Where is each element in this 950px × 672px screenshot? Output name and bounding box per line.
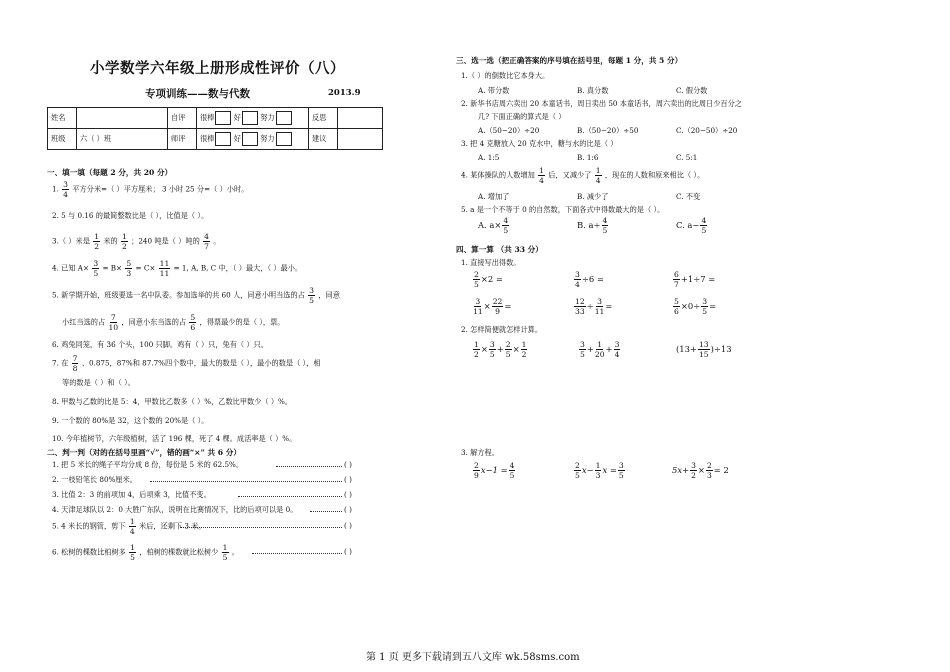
fraction: $\frac{3}{5}$ — [489, 340, 495, 359]
fraction: $\frac{7}{10}$ — [108, 313, 119, 332]
dotted-leader — [238, 496, 342, 497]
fraction: $\frac{2}{5}$ — [474, 270, 479, 289]
option-effort: 努力 — [260, 113, 275, 122]
s2-question-6: 6. 松树的棵数比柏树多 $\frac{1}{5}$ ，柏树的棵数就比松树少 $\frac{1}{5}$ 。 — [52, 543, 239, 562]
fraction: $\frac{3}{5}$ — [309, 286, 315, 305]
name-field[interactable] — [77, 108, 168, 129]
s3-q3-option-b[interactable]: B. 1:6 — [577, 153, 599, 162]
class-field[interactable]: 六（ ）班 — [77, 129, 168, 150]
fraction: $\frac{3}{5}$ — [580, 340, 585, 359]
s3-q1-option-c[interactable]: C. 假分数 — [676, 86, 708, 95]
option-good: 好 — [233, 113, 241, 122]
s3-question-2-line2: 几? 下面正确的算式是（ ） — [478, 112, 566, 121]
fraction: $\frac{5}{6}$ — [190, 313, 196, 332]
fraction: $\frac{2}{5}$ — [505, 340, 511, 359]
fraction: $\frac{1}{2}$ — [474, 340, 479, 359]
s3-question-4: 4. 某体操队的人数增加 $\frac{1}{4}$ 后，又减少了 $\frac{1}{4}$ ，现在的人数和原来相比（ ）。 — [461, 166, 705, 185]
dotted-leader — [252, 553, 342, 554]
s1-question-5-line1: 5. 新学期开始，班级要选一名中队委。参加选举的共 60 人，同意小明当选的占 $\frac{3}{5}$ ，同意 — [52, 286, 340, 305]
s4-sub-1: 1. 直接写出得数。 — [461, 258, 521, 267]
fraction: $\frac{2}{3}$ — [706, 461, 712, 480]
suggestion-field[interactable] — [338, 129, 383, 150]
date: 2013.9 — [328, 88, 361, 98]
s4-row3-item-3: (13+ $\frac{13}{15}$ )÷13 — [676, 340, 732, 359]
s1-question-9: 9. 一个数的 80%是 32，这个数的 20%是（ ）。 — [52, 416, 209, 425]
reflection-field[interactable] — [338, 108, 383, 129]
s1-question-7-line2: 等的数是（ ）和（ ）。 — [62, 378, 135, 387]
s1-question-6: 6. 鸡兔同笼，有 36 个头，100 只脚。鸡有（ ）只，兔有（ ）只。 — [52, 340, 268, 349]
fraction: $\frac{1}{2}$ — [122, 232, 127, 251]
s3-q2-option-a[interactable]: A.（50−20）÷20 — [478, 126, 540, 135]
fraction: $\frac{22}{9}$ — [492, 297, 503, 316]
dotted-leader — [310, 511, 342, 512]
option-great: 很棒 — [200, 113, 215, 122]
fraction: $\frac{3}{11}$ — [473, 297, 483, 316]
s4-sub-3: 3. 解方程。 — [461, 448, 499, 457]
s3-q1-option-a[interactable]: A. 带分数 — [478, 86, 510, 95]
s2-question-5: 5. 4 米长的钢管，剪下 $\frac{1}{4}$ 米后，还剩下 3 米。 — [52, 517, 206, 536]
answer-bracket[interactable]: ( ) — [344, 460, 352, 469]
checkbox-effort[interactable] — [276, 111, 292, 125]
name-label: 姓名 — [48, 108, 77, 129]
s4-equation-2: $\frac{2}{5}$ x− $\frac{1}{3}$ x = $\frac{3}{5}$ — [575, 461, 624, 480]
table-row — [48, 108, 383, 129]
checkbox-good[interactable] — [242, 111, 258, 125]
fraction: $\frac{1}{4}$ — [129, 517, 135, 536]
fraction: $\frac{4}{5}$ — [509, 461, 515, 480]
option-effort: 努力 — [260, 134, 275, 143]
s4-row2-item-1: $\frac{3}{11}$ × $\frac{22}{9}$ = — [473, 297, 512, 316]
fraction: $\frac{3}{11}$ — [594, 297, 605, 316]
self-eval-label: 自评 — [168, 108, 197, 129]
s3-q4-option-c[interactable]: C. 不变 — [676, 192, 701, 201]
teacher-eval-label: 师评 — [168, 129, 197, 150]
s3-question-5: 5. a 是一个不等于 0 的自然数，下面各式中得数最大的是（ ）。 — [461, 205, 665, 214]
checkbox-great[interactable] — [215, 132, 231, 146]
answer-bracket[interactable]: ( ) — [344, 547, 352, 556]
s3-q2-option-c[interactable]: C.（20−50）÷20 — [676, 126, 738, 135]
fraction: $\frac{2}{5}$ — [575, 461, 580, 480]
reflection-label: 反思 — [309, 108, 338, 129]
s3-q4-option-b[interactable]: B. 减少了 — [577, 192, 609, 201]
fraction: $\frac{1}{3}$ — [595, 461, 601, 480]
fraction: $\frac{4}{5}$ — [701, 216, 707, 235]
fraction: $\frac{6}{7}$ — [674, 270, 679, 289]
fraction: $\frac{4}{5}$ — [602, 216, 608, 235]
page-footer: 第 1 页 更多下载请到五八文库 wk.58sms.com — [366, 652, 580, 663]
section3-heading: 三、选一选（把正确答案的序号填在括号里，每题 1 分，共 5 分） — [456, 56, 683, 65]
fraction: $\frac{1}{2}$ — [94, 232, 100, 251]
checkbox-good[interactable] — [242, 132, 258, 146]
fraction: $\frac{1}{5}$ — [222, 543, 228, 562]
suggestion-label: 建议 — [309, 129, 338, 150]
fraction: $\frac{12}{33}$ — [575, 297, 585, 316]
s3-q2-option-b[interactable]: B.（50−20）÷50 — [577, 126, 639, 135]
checkbox-effort[interactable] — [276, 132, 292, 146]
page-subtitle: 专项训练——数与代数 — [145, 88, 250, 100]
answer-bracket[interactable]: ( ) — [344, 521, 352, 530]
s3-question-2-line1: 2. 新华书店周六卖出 20 本童话书，周日卖出 50 本童话书，周六卖出的比周日少百分之 — [461, 99, 742, 108]
dotted-leader — [150, 481, 342, 482]
s2-question-1: 1. 把 5 米长的绳子平均分成 8 份，每份是 5 米的 62.5%。 — [52, 460, 244, 469]
fraction: $\frac{3}{4}$ — [575, 270, 580, 289]
fraction: $\frac{3}{5}$ — [618, 461, 624, 480]
answer-bracket[interactable]: ( ) — [344, 475, 352, 484]
fraction: $\frac{11}{11}$ — [159, 259, 170, 278]
s3-q3-option-c[interactable]: C. 5:1 — [676, 153, 698, 162]
section2-heading: 二、判一判（对的在括号里画“√”，错的画“×” 共 6 分） — [47, 448, 241, 457]
dotted-leader — [276, 466, 342, 467]
s3-q1-option-b[interactable]: B. 真分数 — [577, 86, 609, 95]
option-good: 好 — [233, 134, 241, 143]
s3-q3-option-a[interactable]: A. 1:5 — [478, 153, 500, 162]
fraction: $\frac{3}{2}$ — [691, 461, 696, 480]
fraction: $\frac{13}{15}$ — [698, 340, 709, 359]
section1-heading: 一、填一填（每题 2 分，共 20 分） — [47, 168, 173, 177]
fraction: $\frac{1}{20}$ — [594, 340, 605, 359]
s4-equation-3: 5x+ $\frac{3}{2}$ × $\frac{2}{3}$ = 2 — [672, 461, 729, 480]
s4-row3-item-1: $\frac{1}{2}$ × $\frac{3}{5}$ + $\frac{2}{5}$ × $\frac{1}{2}$ — [474, 340, 527, 359]
s3-question-3: 3. 把 4 克糖放入 20 克水中，糖与水的比是（ ） — [461, 139, 618, 148]
teacher-eval-options — [197, 129, 309, 150]
s4-row1-item-3: $\frac{6}{7}$ +1÷7 = — [674, 270, 716, 289]
s3-question-1: 1.（ ）的倒数比它本身大。 — [461, 71, 550, 80]
s1-question-2: 2. 5 与 0.16 的最简整数比是（ ），比值是（ ）。 — [52, 211, 209, 220]
s4-row1-item-1: $\frac{2}{5}$ ×2 = — [474, 270, 503, 289]
fraction: $\frac{4}{7}$ — [204, 232, 209, 251]
s1-question-10: 10. 今年植树节，六年级植树，活了 196 棵，死了 4 棵。成活率是（ ）%。 — [52, 434, 297, 443]
fraction: $\frac{5}{6}$ — [674, 297, 679, 316]
s2-question-4: 4. 天津足球队以 2：0 大胜广东队，说明在比赛情况下，比的后项可以是 0。 — [52, 505, 298, 514]
s3-q5-option-c[interactable]: C. a− $\frac{4}{5}$ — [676, 216, 707, 235]
s1-question-8: 8. 甲数与乙数的比是 5：4，甲数比乙数多（ ）%，乙数比甲数少（ ）%。 — [52, 397, 293, 406]
s3-q4-option-a[interactable]: A. 增加了 — [478, 192, 510, 201]
class-label: 班级 — [48, 129, 77, 150]
fraction: $\frac{4}{5}$ — [503, 216, 509, 235]
s1-question-1: 1. $\frac{3}{4}$ 平方分米=（ ）平方厘米； 3 小时 25 分=（ ）小时。 — [52, 180, 249, 199]
s4-row2-item-2: $\frac{12}{33}$ ÷ $\frac{3}{11}$ = — [575, 297, 613, 316]
fraction: $\frac{7}{8}$ — [72, 354, 78, 373]
s4-equation-1: $\frac{2}{9}$ x−1 = $\frac{4}{5}$ — [474, 461, 515, 480]
s4-row2-item-3: $\frac{5}{6}$ ×0÷ $\frac{3}{5}$ = — [674, 297, 717, 316]
s1-question-4: 4. 已知 A× $\frac{3}{5}$ = B× $\frac{5}{3}$ = C× $\frac{11}{11}$ = 1, A, B, C 中，（ ）最大，（ ）最小。 — [52, 259, 303, 278]
table-row — [48, 129, 383, 150]
fraction: $\frac{3}{4}$ — [63, 180, 68, 199]
s4-row3-item-2: $\frac{3}{5}$ + $\frac{1}{20}$ + $\frac{3}{4}$ — [580, 340, 620, 359]
checkbox-great[interactable] — [215, 111, 231, 125]
option-great: 很棒 — [200, 134, 215, 143]
fraction: $\frac{3}{4}$ — [614, 340, 620, 359]
s3-q5-option-a[interactable]: A. a× $\frac{4}{5}$ — [478, 216, 509, 235]
answer-bracket[interactable]: ( ) — [344, 490, 352, 499]
student-info-table — [47, 107, 383, 150]
s4-row1-item-2: $\frac{3}{4}$ ÷6 = — [575, 270, 604, 289]
fraction: $\frac{3}{5}$ — [702, 297, 708, 316]
fraction: $\frac{1}{5}$ — [130, 543, 135, 562]
fraction: $\frac{1}{2}$ — [521, 340, 527, 359]
s1-question-7-line1: 7. 在 $\frac{7}{8}$ 、0.875，87%和 87.7%四个数中，最大的数是（ ），最小的数是（ ），相 — [52, 354, 321, 373]
fraction: $\frac{5}{3}$ — [126, 259, 132, 278]
section4-heading: 四、算一算 （共 33 分） — [456, 245, 543, 254]
self-eval-options — [197, 108, 309, 129]
s4-sub-2: 2. 怎样简便就怎样计算。 — [461, 325, 543, 334]
fraction: $\frac{3}{5}$ — [93, 259, 99, 278]
dotted-leader — [180, 527, 342, 528]
s1-question-3: 3.（ ）米是 $\frac{1}{2}$ 米的 $\frac{1}{2}$ ；240 吨是（ ）吨的 $\frac{4}{7}$ 。 — [52, 232, 221, 251]
fraction: $\frac{2}{9}$ — [474, 461, 479, 480]
answer-bracket[interactable]: ( ) — [344, 505, 352, 514]
fraction: $\frac{1}{4}$ — [539, 166, 544, 185]
s2-question-2: 2. 一枝铅笔长 80%厘米。 — [52, 475, 137, 484]
s1-question-5-line2: 小红当选的占 $\frac{7}{10}$ ，同意小东当选的占 $\frac{5}{6}$ ，得票最少的是（ ），票。 — [62, 313, 285, 332]
page-title: 小学数学六年级上册形成性评价（八） — [90, 60, 345, 77]
s2-question-3: 3. 比值 2：3 的前项加 4，后项乘 3，比值不变。 — [52, 490, 211, 499]
fraction: $\frac{1}{4}$ — [595, 166, 601, 185]
s3-q5-option-b[interactable]: B. a÷ $\frac{4}{5}$ — [577, 216, 608, 235]
